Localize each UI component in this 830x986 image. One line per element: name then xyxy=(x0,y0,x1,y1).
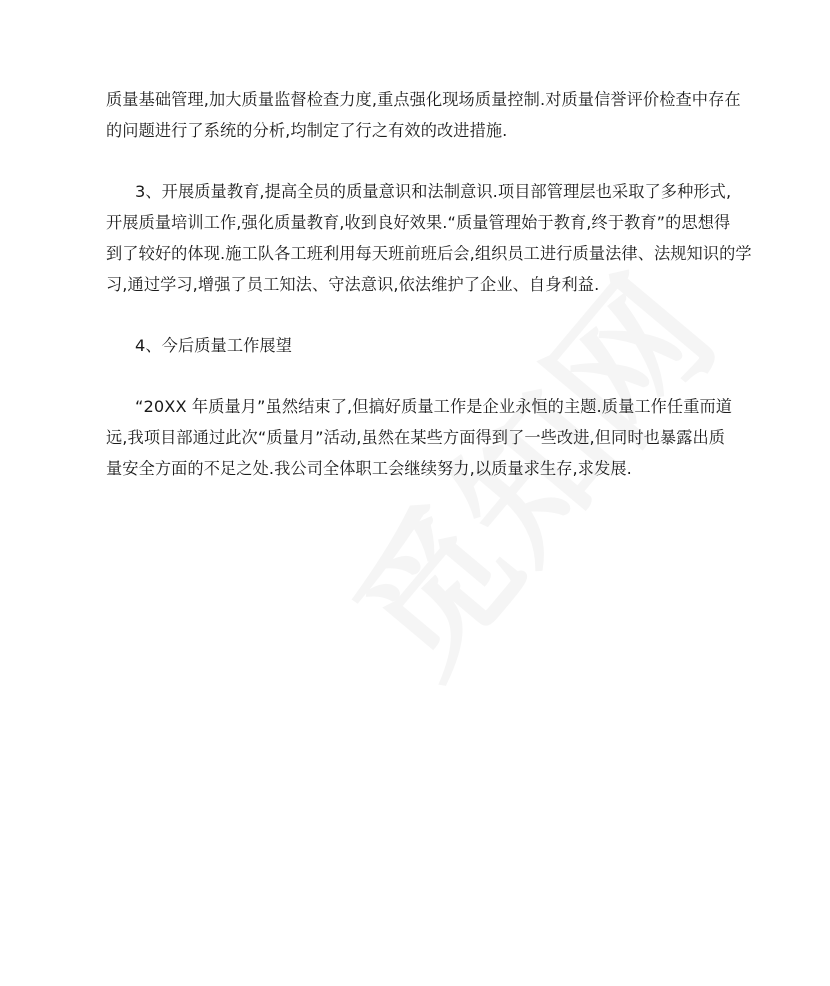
paragraph-line: 3、开展质量教育,提高全员的质量意识和法制意识.项目部管理层也采取了多种形式, xyxy=(135,182,732,201)
paragraph-line: 习,通过学习,增强了员工知法、守法意识,依法维护了企业、自身利益. xyxy=(106,275,600,294)
section-heading: 4、今后质量工作展望 xyxy=(135,336,292,355)
paragraph-line: “20XX 年质量月”虽然结束了,但搞好质量工作是企业永恒的主题.质量工作任重而道 xyxy=(135,397,733,416)
paragraph-line: 远,我项目部通过此次“质量月”活动,虽然在某些方面得到了一些改进,但同时也暴露出质 xyxy=(106,428,726,447)
paragraph-line: 的问题进行了系统的分析,均制定了行之有效的改进措施. xyxy=(106,121,508,140)
paragraph-line: 量安全方面的不足之处.我公司全体职工会继续努力,以质量求生存,求发展. xyxy=(106,459,632,478)
paragraph-line: 开展质量培训工作,强化质量教育,收到良好效果.“质量管理始于教育,终于教育”的思想得 xyxy=(106,213,731,232)
paragraph-line: 到了较好的体现.施工队各工班利用每天班前班后会,组织员工进行质量法律、法规知识的学 xyxy=(106,244,752,263)
paragraph-line: 质量基础管理,加大质量监督检查力度,重点强化现场质量控制.对质量信誉评价检查中存在 xyxy=(106,90,741,109)
